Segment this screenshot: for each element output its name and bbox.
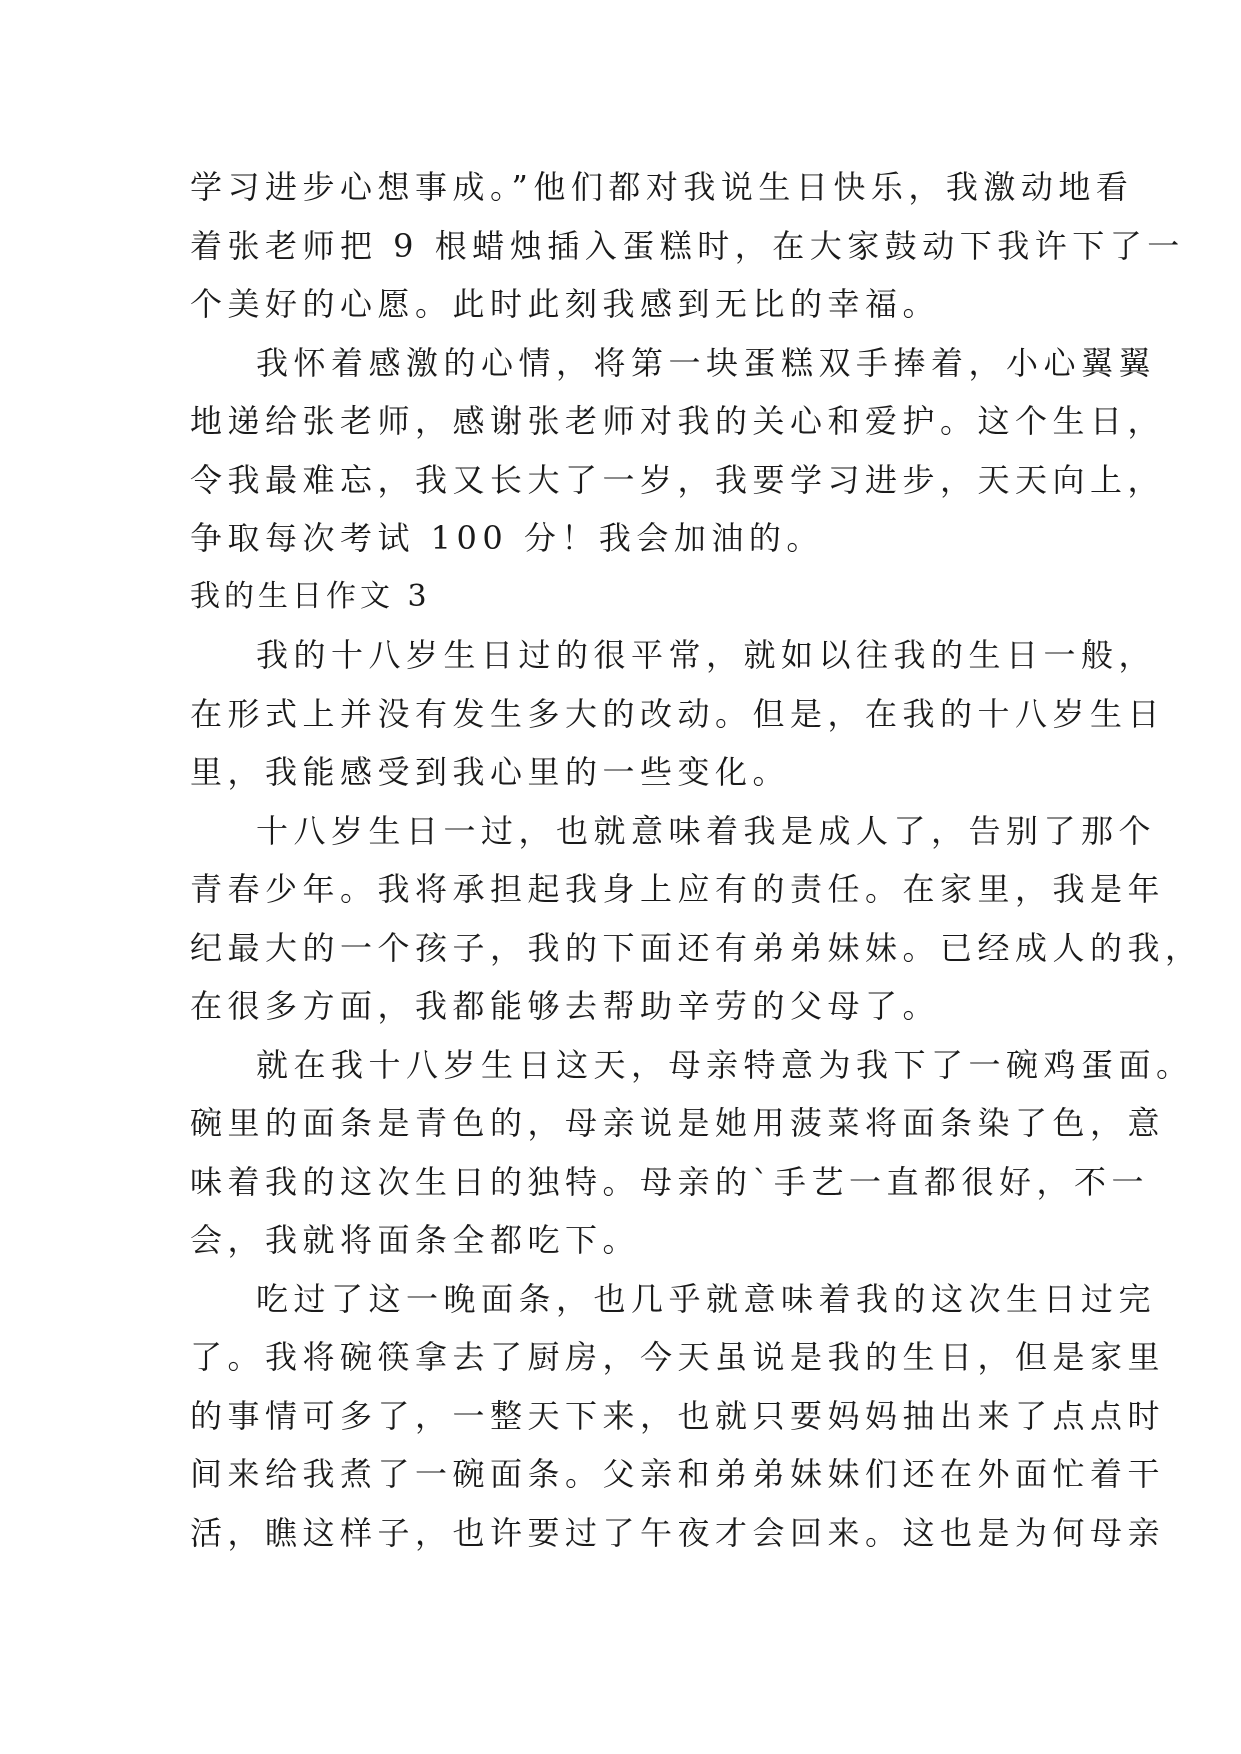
text-line: 了。我将碗筷拿去了厨房，今天虽说是我的生日，但是家里 [190, 1338, 1166, 1376]
text-line: 碗里的面条是青色的，母亲说是她用菠菜将面条染了色，意 [190, 1104, 1166, 1142]
text-line: 学习进步心想事成。”他们都对我说生日快乐，我激动地看 [190, 168, 1134, 206]
text-line: 个美好的心愿。此时此刻我感到无比的幸福。 [190, 285, 941, 323]
paragraph-start-line: 我的十八岁生日过的很平常，就如以往我的生日一般， [256, 636, 1157, 674]
paragraph-start-line: 我怀着感激的心情，将第一块蛋糕双手捧着，小心翼翼 [256, 343, 1157, 382]
paragraph-start-line: 就在我十八岁生日这天，母亲特意为我下了一碗鸡蛋面。 [256, 1045, 1194, 1084]
text-line: 令我最难忘，我又长大了一岁，我要学习进步，天天向上， [190, 460, 1166, 499]
paragraph-start-line: 十八岁生日一过，也就意味着我是成人了，告别了那个 [256, 811, 1157, 850]
text-line: 在很多方面，我都能够去帮助辛劳的父母了。 [190, 987, 941, 1025]
text-line: 纪最大的一个孩子，我的下面还有弟弟妹妹。已经成人的我， [190, 928, 1203, 967]
text-line: 青春少年。我将承担起我身上应有的责任。在家里，我是年 [190, 870, 1166, 908]
text-line: 着张老师把 9 根蜡烛插入蛋糕时，在大家鼓动下我许下了一 [190, 226, 1185, 265]
text-line: 里，我能感受到我心里的一些变化。 [190, 753, 791, 791]
text-line: 在形式上并没有发生多大的改动。但是，在我的十八岁生日 [190, 694, 1166, 733]
document-page [190, 158, 1203, 1562]
text-line: 争取每次考试 100 分！我会加油的。 [190, 519, 824, 557]
text-line: 间来给我煮了一碗面条。父亲和弟弟妹妹们还在外面忙着干 [190, 1455, 1166, 1493]
text-line: 地递给张老师，感谢张老师对我的关心和爱护。这个生日， [190, 402, 1166, 440]
text-line: 味着我的这次生日的独特。母亲的`手艺一直都很好，不一 [190, 1162, 1150, 1201]
text-line: 活，瞧这样子，也许要过了午夜才会回来。这也是为何母亲 [190, 1513, 1166, 1552]
section-heading: 我的生日作文 3 [190, 578, 431, 614]
text-line: 会，我就将面条全都吃下。 [190, 1221, 641, 1259]
text-line: 的事情可多了，一整天下来，也就只要妈妈抽出来了点点时 [190, 1396, 1166, 1435]
paragraph-start-line: 吃过了这一晚面条，也几乎就意味着我的这次生日过完 [256, 1279, 1157, 1318]
